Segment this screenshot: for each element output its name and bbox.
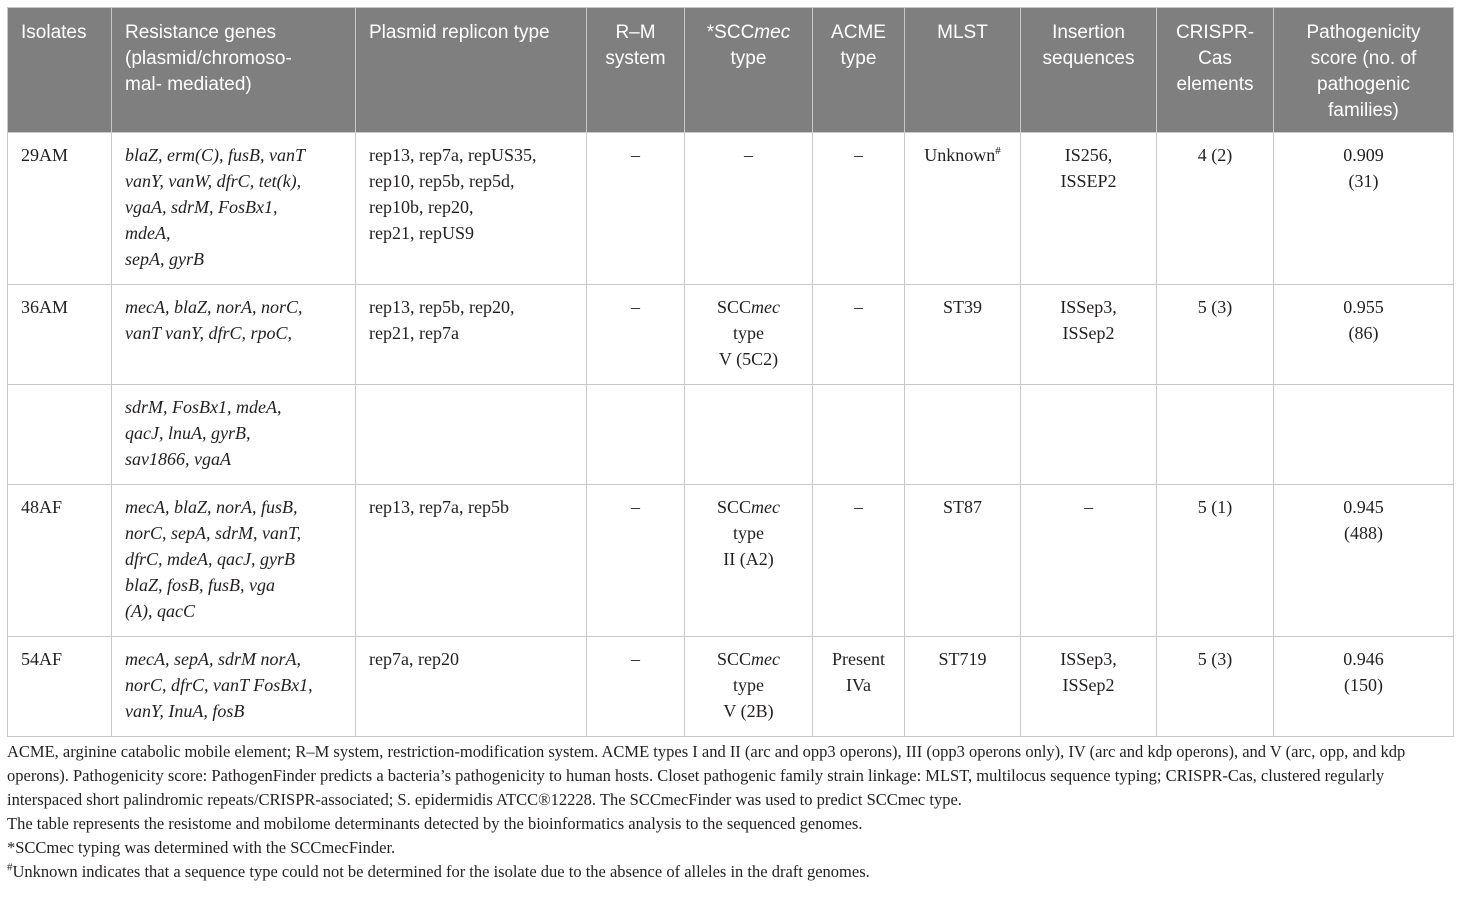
cell-mlst: [905, 637, 1021, 737]
cell-line: II (A2): [723, 549, 774, 569]
cell-crispr-cas: [1157, 285, 1274, 385]
cell-text: ST719: [938, 649, 987, 669]
cell-line: 0.909: [1343, 145, 1384, 165]
cell-line: ISSep2: [1062, 675, 1115, 695]
header-line: Isolates: [21, 22, 87, 43]
table-row: [8, 485, 1454, 637]
cell-insertion-sequences: [1021, 133, 1157, 285]
sccmec-prefix: SCC: [716, 297, 752, 317]
cell-line: ISSep3,: [1060, 297, 1117, 317]
cell-line: (A), qacC: [125, 601, 195, 621]
cell-isolate: [8, 485, 112, 637]
footnote-unknown-text: Unknown indicates that a sequence type could not be determined for the isolate due to the absence of alleles in the draft genomes.: [12, 862, 870, 881]
cell-plasmid-replicon: [356, 485, 587, 637]
header-sccmec-prefix: *SCC: [706, 22, 755, 43]
footnote-abbreviations: ACME, arginine catabolic mobile element; R–M system, restriction-modification system. ACME types I and II (arc and opp3 operons), III (opp3 operons only), IV (arc and kdp operons), and V (arc, opp, and kdp operons). Pathogenicity score: PathogenFinder predicts a bacteria’s pathogenicity to human hosts. Closet pathogenic family strain linkage: MLST, multilocus sequence typing; CRISPR-Cas, clustered regularly interspaced short palindromic repeats/CRISPR-associated; S. epidermidis ATCC®12228. The SCCmecFinder was used to predict SCCmec type.: [7, 742, 1406, 809]
header-line: Resistance genes: [125, 22, 277, 43]
header-line: Insertion: [1052, 22, 1125, 43]
cell-line: blaZ, erm(C), fusB, vanT: [125, 145, 305, 165]
cell-line: mdeA,: [125, 223, 171, 243]
cell-line: (488): [1344, 523, 1383, 543]
cell-text: 4 (2): [1197, 145, 1233, 165]
cell-line: vanT vanY, dfrC, rpoC,: [125, 323, 293, 343]
cell-line: –: [744, 145, 753, 165]
cell-line: [693, 494, 804, 520]
cell-line: –: [854, 145, 863, 165]
cell-sccmec-type: [685, 637, 813, 737]
header-crispr-cas: [1157, 8, 1274, 133]
cell-line: norC, dfrC, vanT FosBx1,: [125, 675, 313, 695]
cell-line: –: [1084, 497, 1093, 517]
cell-crispr-cas: [1157, 637, 1274, 737]
cell-line: type: [733, 323, 764, 343]
cell-text: 5 (3): [1197, 649, 1233, 669]
cell-resistance-genes: [112, 285, 356, 385]
sccmec-italic: mec: [751, 497, 780, 517]
cell-line: [693, 646, 804, 672]
cell-pathogenicity-score: [1274, 485, 1454, 637]
header-acme-type: [813, 8, 905, 133]
footnote-unknown: [7, 860, 1453, 884]
cell-rm-system: [587, 133, 685, 285]
cell-text: 5 (1): [1197, 497, 1233, 517]
cell-line: rep13, rep7a, rep5b: [369, 497, 509, 517]
cell-mlst: [905, 485, 1021, 637]
cell-line: 0.955: [1343, 297, 1384, 317]
header-line: ACME: [831, 22, 886, 43]
cell-text: –: [631, 497, 640, 517]
cell-line: rep10, rep5b, rep5d,: [369, 171, 515, 191]
cell-insertion-sequences: [1021, 485, 1157, 637]
cell-text: 29AM: [21, 145, 69, 165]
cell-pathogenicity-score: [1274, 385, 1454, 485]
cell-rm-system: [587, 485, 685, 637]
cell-line: mecA, blaZ, norA, norC,: [125, 297, 303, 317]
cell-line: ISSEP2: [1060, 171, 1117, 191]
cell-resistance-genes: [112, 133, 356, 285]
cell-mlst: [905, 133, 1021, 285]
cell-plasmid-replicon: [356, 133, 587, 285]
cell-line: sav1866, vgaA: [125, 449, 231, 469]
header-resistance-genes: [112, 8, 356, 133]
header-sccmec-type: [685, 8, 813, 133]
footnote-summary: The table represents the resistome and mobilome determinants detected by the bioinformatics analysis to the sequenced genomes.: [7, 814, 863, 833]
cell-crispr-cas: [1157, 133, 1274, 285]
cell-line: 0.946: [1343, 649, 1384, 669]
data-table: [7, 7, 1454, 737]
sccmec-italic: mec: [751, 297, 780, 317]
cell-resistance-genes: [112, 637, 356, 737]
header-line: type: [730, 48, 767, 69]
header-sccmec-italic: mec: [754, 22, 791, 43]
header-line: score (no. of: [1310, 48, 1417, 69]
cell-isolate: [8, 285, 112, 385]
table-row: [8, 133, 1454, 285]
header-line: Cas: [1198, 48, 1232, 69]
cell-mlst: [905, 385, 1021, 485]
table-row: [8, 285, 1454, 385]
cell-line: 0.945: [1343, 497, 1384, 517]
cell-text: ST39: [942, 297, 982, 317]
cell-text: 36AM: [21, 297, 69, 317]
cell-acme-type: [813, 385, 905, 485]
cell-plasmid-replicon: [356, 285, 587, 385]
cell-acme-type: [813, 133, 905, 285]
cell-line: –: [854, 497, 863, 517]
sccmec-prefix: SCC: [716, 497, 752, 517]
header-line: MLST: [937, 22, 988, 43]
cell-isolate: [8, 385, 112, 485]
cell-line: norC, sepA, sdrM, vanT,: [125, 523, 302, 543]
cell-line: ISSep2: [1062, 323, 1115, 343]
cell-pathogenicity-score: [1274, 133, 1454, 285]
header-line: sequences: [1042, 48, 1135, 69]
header-pathogenicity-score: [1274, 8, 1454, 133]
header-line: pathogenic: [1317, 74, 1410, 95]
cell-plasmid-replicon: [356, 637, 587, 737]
header-line: type: [840, 48, 877, 69]
cell-resistance-genes: [112, 485, 356, 637]
cell-mlst: [905, 285, 1021, 385]
cell-insertion-sequences: [1021, 385, 1157, 485]
cell-line: IS256,: [1064, 145, 1113, 165]
header-line: system: [605, 48, 666, 69]
header-row: [8, 8, 1454, 133]
cell-line: dfrC, mdeA, qacJ, gyrB: [125, 549, 295, 569]
cell-line: IVa: [846, 675, 871, 695]
sccmec-prefix: SCC: [716, 649, 752, 669]
header-insertion-sequences: [1021, 8, 1157, 133]
cell-pathogenicity-score: [1274, 637, 1454, 737]
header-isolates: [8, 8, 112, 133]
cell-line: (86): [1348, 323, 1379, 343]
cell-sccmec-type: [685, 385, 813, 485]
cell-line: type: [733, 675, 764, 695]
header-mlst: [905, 8, 1021, 133]
cell-line: sdrM, FosBx1, mdeA,: [125, 397, 282, 417]
header-line: elements: [1176, 74, 1254, 95]
cell-line: [693, 294, 804, 320]
mlst-footnote-mark: #: [995, 145, 1001, 157]
header-rm-system: [587, 8, 685, 133]
cell-line: rep13, rep5b, rep20,: [369, 297, 515, 317]
header-line: [693, 20, 804, 46]
cell-line: rep21, repUS9: [369, 223, 474, 243]
header-line: families): [1328, 100, 1399, 121]
cell-text: –: [631, 649, 640, 669]
table-body: [8, 133, 1454, 737]
cell-line: V (2B): [723, 701, 774, 721]
cell-line: vanY, vanW, dfrC, tet(k),: [125, 171, 302, 191]
header-line: R–M: [615, 22, 656, 43]
header-plasmid-replicon: [356, 8, 587, 133]
cell-line: V (5C2): [718, 349, 779, 369]
cell-line: sepA, gyrB: [125, 249, 204, 269]
cell-text: –: [631, 145, 640, 165]
cell-text: 48AF: [21, 497, 63, 517]
cell-isolate: [8, 637, 112, 737]
cell-crispr-cas: [1157, 385, 1274, 485]
table-row: [8, 637, 1454, 737]
cell-acme-type: [813, 637, 905, 737]
cell-pathogenicity-score: [1274, 285, 1454, 385]
cell-line: Present: [832, 649, 885, 669]
cell-line: –: [854, 297, 863, 317]
cell-insertion-sequences: [1021, 285, 1157, 385]
footnotes: [7, 740, 1453, 884]
footnote-unknown-mark: #: [7, 861, 13, 874]
cell-line: ISSep3,: [1060, 649, 1117, 669]
header-line: mal- mediated): [125, 74, 252, 95]
cell-resistance-genes: [112, 385, 356, 485]
cell-line: rep7a, rep20: [369, 649, 459, 669]
cell-sccmec-type: [685, 133, 813, 285]
cell-rm-system: [587, 637, 685, 737]
cell-line: vanY, InuA, fosB: [125, 701, 245, 721]
header-line: Plasmid replicon type: [369, 22, 550, 43]
cell-line: blaZ, fosB, fusB, vga: [125, 575, 276, 595]
cell-insertion-sequences: [1021, 637, 1157, 737]
cell-rm-system: [587, 285, 685, 385]
cell-isolate: [8, 133, 112, 285]
cell-text: –: [631, 297, 640, 317]
header-line: CRISPR-: [1175, 22, 1255, 43]
header-line: (plasmid/chromoso-: [125, 48, 292, 69]
cell-line: type: [733, 523, 764, 543]
cell-line: qacJ, lnuA, gyrB,: [125, 423, 251, 443]
cell-sccmec-type: [685, 485, 813, 637]
cell-acme-type: [813, 485, 905, 637]
cell-line: rep13, rep7a, repUS35,: [369, 145, 537, 165]
cell-text: 5 (3): [1197, 297, 1233, 317]
footnote-sccmec: *SCCmec typing was determined with the SCCmecFinder.: [7, 838, 396, 857]
cell-line: vgaA, sdrM, FosBx1,: [125, 197, 278, 217]
cell-line: mecA, sepA, sdrM norA,: [125, 649, 301, 669]
table-row: [8, 385, 1454, 485]
cell-text: ST87: [942, 497, 982, 517]
cell-crispr-cas: [1157, 485, 1274, 637]
cell-text: 54AF: [21, 649, 63, 669]
cell-text: Unknown: [924, 145, 996, 165]
cell-line: (150): [1344, 675, 1383, 695]
cell-rm-system: [587, 385, 685, 485]
sccmec-italic: mec: [751, 649, 780, 669]
header-line: Pathogenicity: [1306, 22, 1421, 43]
cell-acme-type: [813, 285, 905, 385]
cell-sccmec-type: [685, 285, 813, 385]
cell-line: rep21, rep7a: [369, 323, 459, 343]
cell-line: (31): [1348, 171, 1379, 191]
cell-plasmid-replicon: [356, 385, 587, 485]
cell-line: rep10b, rep20,: [369, 197, 474, 217]
cell-line: mecA, blaZ, norA, fusB,: [125, 497, 298, 517]
